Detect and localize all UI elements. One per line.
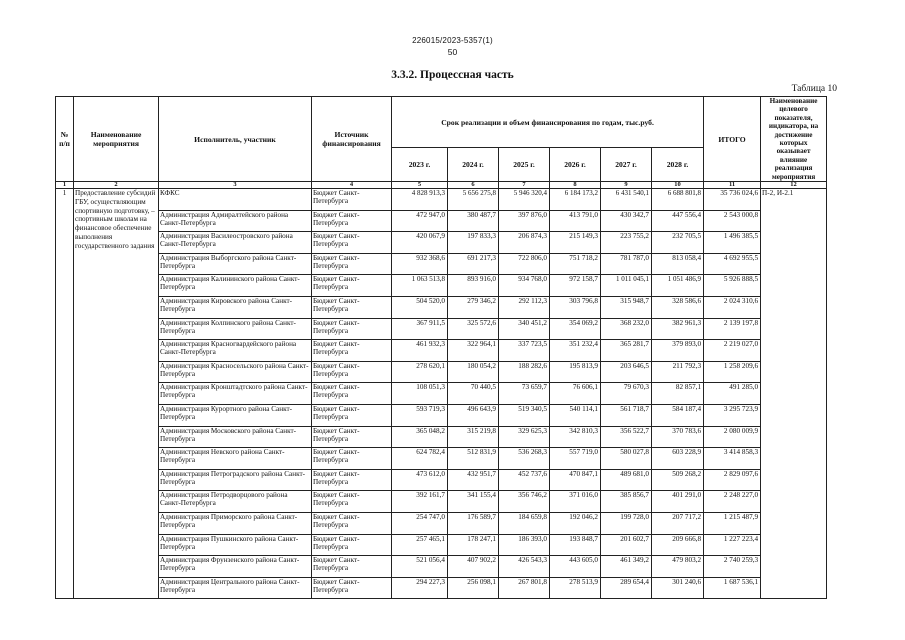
table-row bbox=[56, 448, 827, 470]
source-cell: Бюджет Санкт-Петербурга bbox=[312, 232, 392, 254]
total-cell: 1 215 487,9 bbox=[704, 512, 761, 534]
table-row bbox=[56, 318, 827, 340]
value-cell: 536 268,3 bbox=[499, 448, 550, 470]
value-cell: 512 831,9 bbox=[448, 448, 499, 470]
executor-cell: КФКС bbox=[159, 189, 312, 211]
value-cell: 192 046,2 bbox=[550, 512, 601, 534]
table-row bbox=[56, 210, 827, 232]
value-cell: 401 291,0 bbox=[652, 491, 704, 513]
header-period: Срок реализации и объем финансирования по годам, тыс.руб. bbox=[392, 97, 704, 148]
total-cell: 2 543 000,8 bbox=[704, 210, 761, 232]
value-cell: 340 451,2 bbox=[499, 318, 550, 340]
total-cell: 1 496 385,5 bbox=[704, 232, 761, 254]
executor-cell: Администрация Кронштадтского района Санкт-Петербурга bbox=[159, 383, 312, 405]
value-cell: 624 782,4 bbox=[392, 448, 448, 470]
source-cell: Бюджет Санкт-Петербурга bbox=[312, 512, 392, 534]
value-cell: 6 431 540,1 bbox=[601, 189, 652, 211]
value-cell: 603 228,9 bbox=[652, 448, 704, 470]
value-cell: 365 281,7 bbox=[601, 340, 652, 362]
document-id: 226015/2023-5357(1) bbox=[412, 36, 493, 45]
value-cell: 201 602,7 bbox=[601, 534, 652, 556]
value-cell: 186 393,0 bbox=[499, 534, 550, 556]
column-number: 4 bbox=[312, 182, 392, 189]
column-number: 11 bbox=[704, 182, 761, 189]
column-number: 1 bbox=[56, 182, 74, 189]
executor-cell: Администрация Кировского района Санкт-Петербурга bbox=[159, 297, 312, 319]
value-cell: 392 161,7 bbox=[392, 491, 448, 513]
source-cell: Бюджет Санкт-Петербурга bbox=[312, 448, 392, 470]
value-cell: 691 217,3 bbox=[448, 253, 499, 275]
executor-cell: Администрация Невского района Санкт-Петербурга bbox=[159, 448, 312, 470]
value-cell: 76 606,1 bbox=[550, 383, 601, 405]
table-row bbox=[56, 469, 827, 491]
value-cell: 722 806,0 bbox=[499, 253, 550, 275]
total-cell: 2 829 097,6 bbox=[704, 469, 761, 491]
value-cell: 972 158,7 bbox=[550, 275, 601, 297]
value-cell: 472 947,0 bbox=[392, 210, 448, 232]
indicator-cell: П-2, И-2.1 bbox=[761, 189, 827, 599]
source-cell: Бюджет Санкт-Петербурга bbox=[312, 361, 392, 383]
value-cell: 521 056,4 bbox=[392, 556, 448, 578]
value-cell: 561 718,7 bbox=[601, 405, 652, 427]
column-number: 9 bbox=[601, 182, 652, 189]
header-executor: Исполнитель, участник bbox=[159, 97, 312, 182]
value-cell: 232 705,5 bbox=[652, 232, 704, 254]
value-cell: 509 268,2 bbox=[652, 469, 704, 491]
value-cell: 1 051 486,9 bbox=[652, 275, 704, 297]
value-cell: 473 612,0 bbox=[392, 469, 448, 491]
total-cell: 2 080 009,9 bbox=[704, 426, 761, 448]
value-cell: 184 659,8 bbox=[499, 512, 550, 534]
header-year: 2028 г. bbox=[652, 148, 704, 182]
value-cell: 461 349,2 bbox=[601, 556, 652, 578]
row-number: 1 bbox=[56, 189, 74, 599]
table-row bbox=[56, 361, 827, 383]
value-cell: 443 605,0 bbox=[550, 556, 601, 578]
source-cell: Бюджет Санкт-Петербурга bbox=[312, 577, 392, 599]
table-row bbox=[56, 577, 827, 599]
value-cell: 294 227,3 bbox=[392, 577, 448, 599]
value-cell: 193 848,7 bbox=[550, 534, 601, 556]
source-cell: Бюджет Санкт-Петербурга bbox=[312, 275, 392, 297]
value-cell: 5 656 275,8 bbox=[448, 189, 499, 211]
header-indicator: Наименование целевого показателя, индикатора, на достижение которых оказывает влияние реализация мероприятия bbox=[761, 97, 827, 182]
value-cell: 303 796,8 bbox=[550, 297, 601, 319]
value-cell: 751 718,2 bbox=[550, 253, 601, 275]
value-cell: 496 643,9 bbox=[448, 405, 499, 427]
header-year: 2024 г. bbox=[448, 148, 499, 182]
value-cell: 329 625,3 bbox=[499, 426, 550, 448]
value-cell: 813 058,4 bbox=[652, 253, 704, 275]
source-cell: Бюджет Санкт-Петербурга bbox=[312, 491, 392, 513]
value-cell: 6 688 801,8 bbox=[652, 189, 704, 211]
executor-cell: Администрация Красногвардейского района Санкт-Петербурга bbox=[159, 340, 312, 362]
source-cell: Бюджет Санкт-Петербурга bbox=[312, 210, 392, 232]
table-row bbox=[56, 556, 827, 578]
total-cell: 4 692 955,5 bbox=[704, 253, 761, 275]
page-number: 50 bbox=[447, 47, 458, 57]
executor-cell: Администрация Красносельского района Санкт-Петербурга bbox=[159, 361, 312, 383]
value-cell: 256 098,1 bbox=[448, 577, 499, 599]
executor-cell: Администрация Приморского района Санкт-Петербурга bbox=[159, 512, 312, 534]
table-row bbox=[56, 405, 827, 427]
value-cell: 893 916,0 bbox=[448, 275, 499, 297]
table-row bbox=[56, 232, 827, 254]
header-event: Наименование мероприятия bbox=[74, 97, 159, 182]
header-year: 2027 г. bbox=[601, 148, 652, 182]
executor-cell: Администрация Петроградского района Санкт-Петербурга bbox=[159, 469, 312, 491]
table-row bbox=[56, 426, 827, 448]
table-caption: Таблица 10 bbox=[791, 84, 837, 94]
value-cell: 934 768,0 bbox=[499, 275, 550, 297]
value-cell: 195 813,9 bbox=[550, 361, 601, 383]
source-cell: Бюджет Санкт-Петербурга bbox=[312, 297, 392, 319]
table-row bbox=[56, 491, 827, 513]
value-cell: 452 737,6 bbox=[499, 469, 550, 491]
source-cell: Бюджет Санкт-Петербурга bbox=[312, 556, 392, 578]
table-row bbox=[56, 340, 827, 362]
value-cell: 209 666,8 bbox=[652, 534, 704, 556]
executor-cell: Администрация Адмиралтейского района Санкт-Петербурга bbox=[159, 210, 312, 232]
value-cell: 211 792,3 bbox=[652, 361, 704, 383]
value-cell: 413 791,0 bbox=[550, 210, 601, 232]
total-cell: 5 926 888,5 bbox=[704, 275, 761, 297]
source-cell: Бюджет Санкт-Петербурга bbox=[312, 405, 392, 427]
value-cell: 379 893,0 bbox=[652, 340, 704, 362]
value-cell: 370 783,6 bbox=[652, 426, 704, 448]
value-cell: 557 719,0 bbox=[550, 448, 601, 470]
executor-cell: Администрация Колпинского района Санкт-Петербурга bbox=[159, 318, 312, 340]
column-number: 3 bbox=[159, 182, 312, 189]
total-cell: 2 740 259,3 bbox=[704, 556, 761, 578]
executor-cell: Администрация Московского района Санкт-Петербурга bbox=[159, 426, 312, 448]
value-cell: 6 184 173,2 bbox=[550, 189, 601, 211]
column-number: 2 bbox=[74, 182, 159, 189]
total-cell: 2 248 227,0 bbox=[704, 491, 761, 513]
executor-cell: Администрация Выборгского района Санкт-Петербурга bbox=[159, 253, 312, 275]
executor-cell: Администрация Курортного района Санкт-Петербурга bbox=[159, 405, 312, 427]
value-cell: 203 646,5 bbox=[601, 361, 652, 383]
column-number: 7 bbox=[499, 182, 550, 189]
value-cell: 199 728,0 bbox=[601, 512, 652, 534]
executor-cell: Администрация Василеостровского района Санкт-Петербурга bbox=[159, 232, 312, 254]
value-cell: 354 069,2 bbox=[550, 318, 601, 340]
value-cell: 341 155,4 bbox=[448, 491, 499, 513]
value-cell: 479 803,2 bbox=[652, 556, 704, 578]
value-cell: 1 063 513,8 bbox=[392, 275, 448, 297]
value-cell: 223 755,2 bbox=[601, 232, 652, 254]
source-cell: Бюджет Санкт-Петербурга bbox=[312, 469, 392, 491]
value-cell: 420 067,9 bbox=[392, 232, 448, 254]
source-cell: Бюджет Санкт-Петербурга bbox=[312, 318, 392, 340]
value-cell: 368 232,0 bbox=[601, 318, 652, 340]
value-cell: 206 874,3 bbox=[499, 232, 550, 254]
value-cell: 371 016,0 bbox=[550, 491, 601, 513]
value-cell: 356 746,2 bbox=[499, 491, 550, 513]
value-cell: 267 801,8 bbox=[499, 577, 550, 599]
header-year: 2025 г. bbox=[499, 148, 550, 182]
header-year: 2023 г. bbox=[392, 148, 448, 182]
value-cell: 79 670,3 bbox=[601, 383, 652, 405]
executor-cell: Администрация Пушкинского района Санкт-Петербурга bbox=[159, 534, 312, 556]
value-cell: 504 520,0 bbox=[392, 297, 448, 319]
value-cell: 380 487,7 bbox=[448, 210, 499, 232]
value-cell: 180 054,2 bbox=[448, 361, 499, 383]
value-cell: 580 027,8 bbox=[601, 448, 652, 470]
value-cell: 178 247,1 bbox=[448, 534, 499, 556]
table-row bbox=[56, 512, 827, 534]
column-number: 8 bbox=[550, 182, 601, 189]
value-cell: 781 787,0 bbox=[601, 253, 652, 275]
total-cell: 1 227 223,4 bbox=[704, 534, 761, 556]
value-cell: 447 556,4 bbox=[652, 210, 704, 232]
value-cell: 108 051,3 bbox=[392, 383, 448, 405]
value-cell: 367 911,5 bbox=[392, 318, 448, 340]
value-cell: 289 654,4 bbox=[601, 577, 652, 599]
table-row bbox=[56, 383, 827, 405]
value-cell: 470 847,1 bbox=[550, 469, 601, 491]
value-cell: 328 586,6 bbox=[652, 297, 704, 319]
total-cell: 1 687 536,1 bbox=[704, 577, 761, 599]
source-cell: Бюджет Санкт-Петербурга bbox=[312, 340, 392, 362]
value-cell: 382 961,3 bbox=[652, 318, 704, 340]
value-cell: 315 948,7 bbox=[601, 297, 652, 319]
table-row bbox=[56, 189, 827, 211]
value-cell: 356 522,7 bbox=[601, 426, 652, 448]
total-cell: 491 285,0 bbox=[704, 383, 761, 405]
value-cell: 337 723,5 bbox=[499, 340, 550, 362]
value-cell: 593 719,3 bbox=[392, 405, 448, 427]
value-cell: 278 620,1 bbox=[392, 361, 448, 383]
value-cell: 279 346,2 bbox=[448, 297, 499, 319]
value-cell: 519 340,5 bbox=[499, 405, 550, 427]
value-cell: 207 717,2 bbox=[652, 512, 704, 534]
source-cell: Бюджет Санкт-Петербурга bbox=[312, 383, 392, 405]
value-cell: 432 951,7 bbox=[448, 469, 499, 491]
total-cell: 2 024 310,6 bbox=[704, 297, 761, 319]
source-cell: Бюджет Санкт-Петербурга bbox=[312, 426, 392, 448]
table-row bbox=[56, 297, 827, 319]
process-table bbox=[55, 96, 827, 599]
value-cell: 315 219,8 bbox=[448, 426, 499, 448]
column-number: 10 bbox=[652, 182, 704, 189]
value-cell: 301 240,6 bbox=[652, 577, 704, 599]
event-name: Предоставление субсидий ГБУ, осуществляющим спортивную подготовку, – спортивным школам на финансовое обеспечение выполнения государственного задания bbox=[74, 189, 159, 599]
table-row bbox=[56, 253, 827, 275]
table-row bbox=[56, 275, 827, 297]
value-cell: 407 902,2 bbox=[448, 556, 499, 578]
value-cell: 489 681,0 bbox=[601, 469, 652, 491]
value-cell: 82 857,1 bbox=[652, 383, 704, 405]
total-cell: 2 139 197,8 bbox=[704, 318, 761, 340]
executor-cell: Администрация Петродворцового района Санкт-Петербурга bbox=[159, 491, 312, 513]
source-cell: Бюджет Санкт-Петербурга bbox=[312, 534, 392, 556]
column-number: 12 bbox=[761, 182, 827, 189]
source-cell: Бюджет Санкт-Петербурга bbox=[312, 189, 392, 211]
executor-cell: Администрация Центрального района Санкт-Петербурга bbox=[159, 577, 312, 599]
header-num: № п/п bbox=[56, 97, 74, 182]
value-cell: 397 876,0 bbox=[499, 210, 550, 232]
value-cell: 197 833,3 bbox=[448, 232, 499, 254]
total-cell: 2 219 027,0 bbox=[704, 340, 761, 362]
value-cell: 325 572,6 bbox=[448, 318, 499, 340]
header-source: Источник финансирования bbox=[312, 97, 392, 182]
column-number: 6 bbox=[448, 182, 499, 189]
value-cell: 254 747,0 bbox=[392, 512, 448, 534]
value-cell: 430 342,7 bbox=[601, 210, 652, 232]
column-number: 5 bbox=[392, 182, 448, 189]
value-cell: 365 048,2 bbox=[392, 426, 448, 448]
value-cell: 278 513,9 bbox=[550, 577, 601, 599]
total-cell: 3 414 858,3 bbox=[704, 448, 761, 470]
value-cell: 461 932,3 bbox=[392, 340, 448, 362]
total-cell: 1 258 209,6 bbox=[704, 361, 761, 383]
header-year: 2026 г. bbox=[550, 148, 601, 182]
value-cell: 385 856,7 bbox=[601, 491, 652, 513]
value-cell: 215 149,3 bbox=[550, 232, 601, 254]
value-cell: 4 828 913,3 bbox=[392, 189, 448, 211]
value-cell: 70 440,5 bbox=[448, 383, 499, 405]
value-cell: 322 964,1 bbox=[448, 340, 499, 362]
total-cell: 35 736 024,6 bbox=[704, 189, 761, 211]
header-total: ИТОГО bbox=[704, 97, 761, 182]
value-cell: 5 946 320,4 bbox=[499, 189, 550, 211]
executor-cell: Администрация Калининского района Санкт-Петербурга bbox=[159, 275, 312, 297]
total-cell: 3 295 723,9 bbox=[704, 405, 761, 427]
executor-cell: Администрация Фрунзенского района Санкт-Петербурга bbox=[159, 556, 312, 578]
value-cell: 257 465,1 bbox=[392, 534, 448, 556]
table-row bbox=[56, 534, 827, 556]
value-cell: 188 282,6 bbox=[499, 361, 550, 383]
section-title: 3.3.2. Процессная часть bbox=[391, 69, 514, 81]
value-cell: 426 543,3 bbox=[499, 556, 550, 578]
value-cell: 1 011 045,1 bbox=[601, 275, 652, 297]
value-cell: 342 810,3 bbox=[550, 426, 601, 448]
value-cell: 932 368,6 bbox=[392, 253, 448, 275]
value-cell: 73 659,7 bbox=[499, 383, 550, 405]
value-cell: 351 232,4 bbox=[550, 340, 601, 362]
value-cell: 584 187,4 bbox=[652, 405, 704, 427]
value-cell: 176 589,7 bbox=[448, 512, 499, 534]
value-cell: 292 112,3 bbox=[499, 297, 550, 319]
value-cell: 540 114,1 bbox=[550, 405, 601, 427]
source-cell: Бюджет Санкт-Петербурга bbox=[312, 253, 392, 275]
